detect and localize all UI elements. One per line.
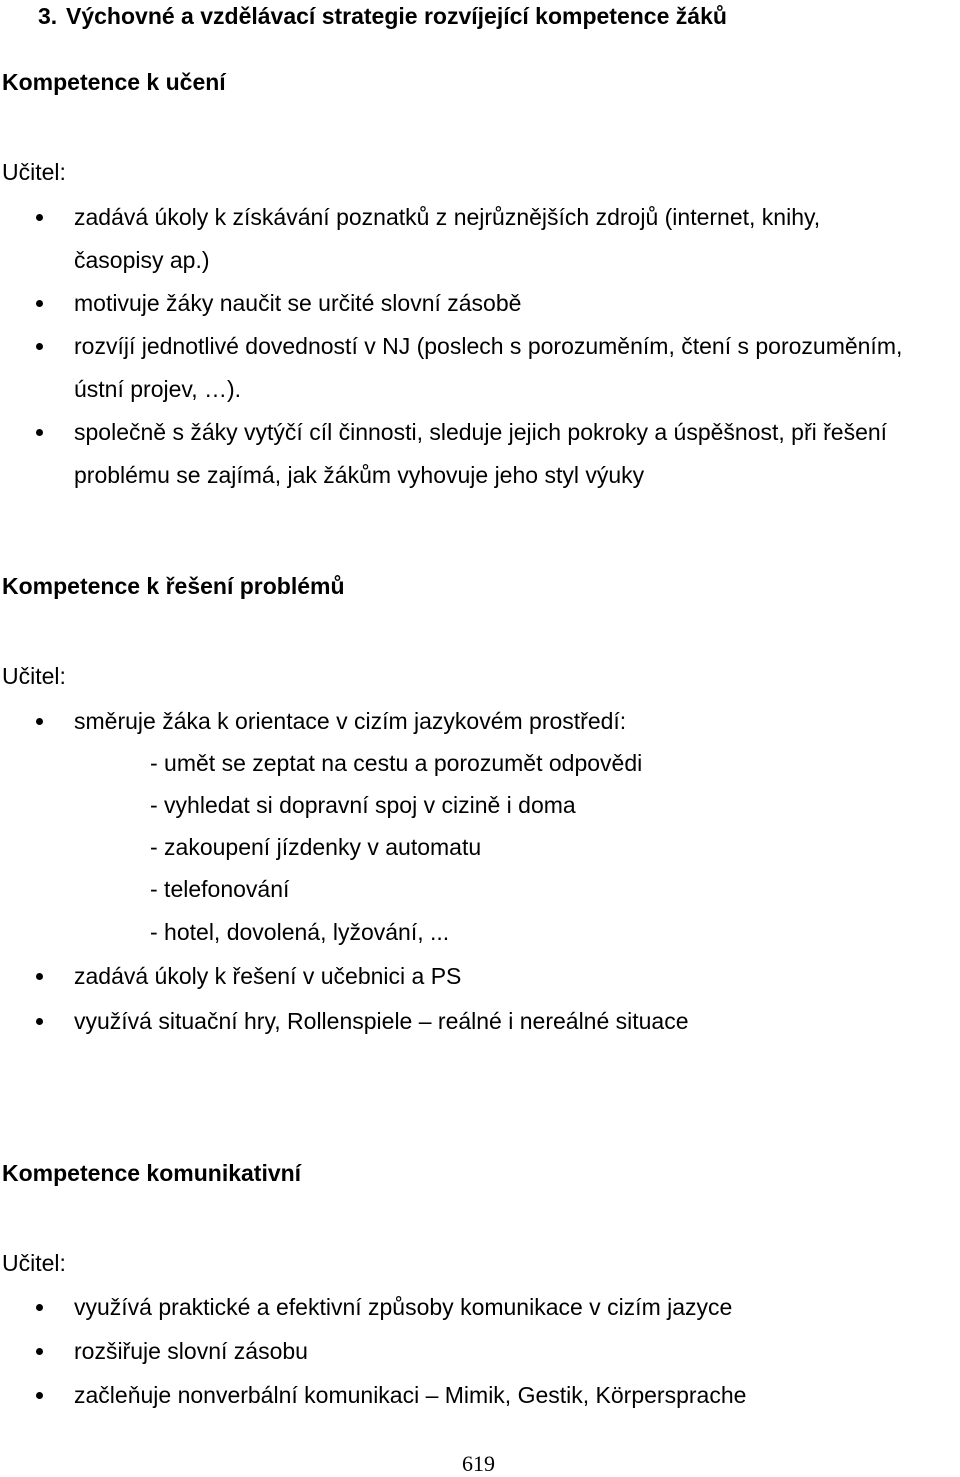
list-item-line: časopisy ap.) xyxy=(74,247,210,273)
bullet-icon xyxy=(36,300,43,307)
bullet-icon xyxy=(36,718,43,725)
sub-list-item: - vyhledat si dopravní spoj v cizině i doma xyxy=(150,792,576,818)
teacher-label: Učitel: xyxy=(2,1250,66,1276)
bullet-icon xyxy=(36,429,43,436)
bullet-icon xyxy=(36,1348,43,1355)
page-title: Výchovné a vzdělávací strategie rozvíjející kompetence žáků xyxy=(66,3,727,29)
sub-list-item: - zakoupení jízdenky v automatu xyxy=(150,834,482,860)
list-item-line: rozvíjí jednotlivé dovedností v NJ (poslech s porozuměním, čtení s porozuměním, xyxy=(74,333,903,359)
sub-list-item: - hotel, dovolená, lyžování, ... xyxy=(150,919,450,945)
list-item-line: motivuje žáky naučit se určité slovní zásobě xyxy=(74,290,522,316)
title-number: 3. xyxy=(38,3,58,29)
list-item-line: společně s žáky vytýčí cíl činnosti, sleduje jejich pokroky a úspěšnost, při řešení xyxy=(74,419,888,445)
section-heading-learning: Kompetence k učení xyxy=(2,69,226,95)
bullet-icon xyxy=(36,1304,43,1311)
list-item-line: problému se zajímá, jak žákům vyhovuje jeho styl výuky xyxy=(74,462,645,488)
bullet-icon xyxy=(36,973,43,980)
page-number: 619 xyxy=(462,1451,495,1476)
list-item-line: rozšiřuje slovní zásobu xyxy=(74,1338,308,1364)
sub-list-item: - umět se zeptat na cestu a porozumět odpovědi xyxy=(150,750,643,776)
teacher-label: Učitel: xyxy=(2,663,66,689)
list-item-line: ústní projev, …). xyxy=(74,376,242,402)
bullet-icon xyxy=(36,214,43,221)
bullet-icon xyxy=(36,1018,43,1025)
teacher-label: Učitel: xyxy=(2,159,66,185)
section-heading-problem-solving: Kompetence k řešení problémů xyxy=(2,573,345,599)
section-heading-communicative: Kompetence komunikativní xyxy=(2,1160,302,1186)
sub-list-item: - telefonování xyxy=(150,876,290,902)
bullet-icon xyxy=(36,1392,43,1399)
list-item-line: využívá praktické a efektivní způsoby komunikace v cizím jazyce xyxy=(74,1294,733,1320)
list-item-line: zadává úkoly k řešení v učebnici a PS xyxy=(74,963,462,989)
list-item-line: využívá situační hry, Rollenspiele – reálné i nereálné situace xyxy=(74,1008,689,1034)
bullet-icon xyxy=(36,343,43,350)
list-item-line: začleňuje nonverbální komunikaci – Mimik, Gestik, Körpersprache xyxy=(74,1382,747,1408)
list-item-line: zadává úkoly k získávání poznatků z nejrůznějších zdrojů (internet, knihy, xyxy=(74,204,821,230)
list-item-line: směruje žáka k orientace v cizím jazykovém prostředí: xyxy=(74,708,627,734)
